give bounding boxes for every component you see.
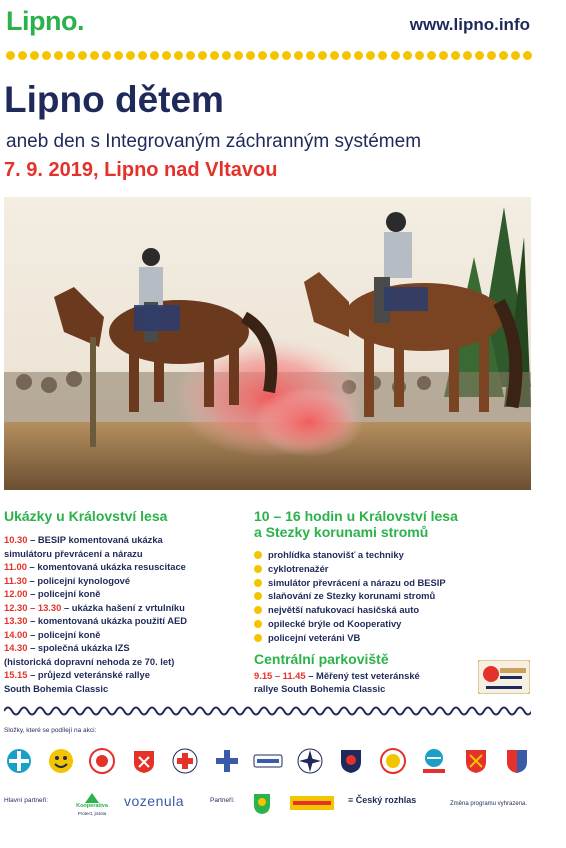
schedule-time: 13.30 [4, 615, 28, 626]
activity-label: největší nafukovací hasičská auto [268, 604, 420, 616]
schedule-item [4, 533, 244, 560]
compass-star-icon [295, 746, 325, 776]
activity-item [254, 589, 534, 603]
schedule-item [4, 668, 244, 695]
bullet-dot-icon [254, 565, 262, 573]
schedule-item [4, 587, 244, 601]
schedule-desc-cont: simulátoru převrácení a nárazu [4, 547, 143, 559]
divider-dot [391, 51, 400, 60]
divider-dot [114, 51, 123, 60]
schedule-time: 11.30 [4, 574, 27, 586]
mountain-rescue-icon [87, 746, 117, 776]
divider-dot [499, 51, 508, 60]
divider-dot [138, 51, 147, 60]
activity-label: simulátor převrácení a nárazu od BESIP [268, 576, 446, 588]
divider-dot [66, 51, 75, 60]
divider-dot [126, 51, 135, 60]
cesky-rozhlas-name: Český rozhlas [355, 795, 417, 805]
parking-text [254, 669, 464, 695]
divider-dot [318, 51, 327, 60]
divider-dot [475, 51, 484, 60]
activity-item [254, 562, 534, 576]
schedule-time: 10.30 [4, 534, 28, 545]
divider-dot [415, 51, 424, 60]
schedule-time: 11.00 [4, 561, 27, 572]
activity-item [254, 617, 534, 631]
divider-dot [294, 51, 303, 60]
schedule-item [4, 601, 244, 615]
schedule-time: 12.00 [4, 588, 28, 599]
divider-dot [330, 51, 339, 60]
program-change-note: Změna programu vyhrazena. [450, 801, 528, 807]
program-all-day [254, 508, 534, 645]
participant-logos [4, 745, 532, 777]
schedule-time: 14.00 [4, 628, 28, 640]
divider-dot [174, 51, 183, 60]
parking-title: Centrální parkoviště [254, 651, 389, 667]
parking-time: 9.15 – 11.45 [254, 670, 306, 681]
vozenula-logo: vozenula [124, 793, 185, 809]
divider-dot [30, 51, 39, 60]
divider-dot [306, 51, 315, 60]
divider-dot [451, 51, 460, 60]
fire-brigade-icon [129, 746, 159, 776]
water-rescue-icon [253, 746, 283, 776]
divider-dot [246, 51, 255, 60]
divider-dot [210, 51, 219, 60]
divider-dot [162, 51, 171, 60]
divider-dot [403, 51, 412, 60]
wavy-divider [4, 702, 531, 720]
divider-dot [354, 51, 363, 60]
divider-dot [42, 51, 51, 60]
rescue-service-icon [4, 746, 34, 776]
divider-dot [463, 51, 472, 60]
divider-dot [234, 51, 243, 60]
schedule-item [4, 560, 244, 574]
event-title: Lipno dětem [4, 79, 224, 120]
town-crest-logo [252, 793, 272, 820]
kooperativa-sub: Protect, jistota [77, 811, 107, 816]
wave-line [4, 708, 531, 715]
schedule-desc: – ukázka hašení z vrtulníku [61, 601, 185, 613]
divider-dot [487, 51, 496, 60]
activities-list [254, 548, 534, 645]
activity-item [254, 603, 534, 617]
program-kingdom-forest [4, 508, 244, 695]
right-section-title-1: 10 – 16 hodin u Království lesa [254, 508, 458, 524]
kooperativa-name: Kooperativa [76, 803, 108, 809]
divider-dot [18, 51, 27, 60]
schedule-desc-cont: (historická dopravní nehoda ze 70. let) [4, 655, 175, 667]
bullet-dot-icon [254, 606, 262, 614]
schedule-item [4, 614, 244, 628]
schedule-item [4, 574, 244, 588]
divider-dot [366, 51, 375, 60]
rozhlas-icon: ≡ [348, 795, 356, 805]
divider-dot [150, 51, 159, 60]
dotted-divider [6, 51, 532, 61]
bullet-dot-icon [254, 551, 262, 559]
event-date-place: 7. 9. 2019, Lipno nad Vltavou [4, 159, 278, 181]
smile-mascot-icon [46, 746, 76, 776]
police-shield-icon [336, 746, 366, 776]
divider-dot [282, 51, 291, 60]
activity-label: slaňování ze Stezky korunami stromů [268, 590, 436, 602]
rally-badge-logo [478, 660, 530, 694]
bullet-dot-icon [254, 579, 262, 587]
left-section-title: Ukázky u Království lesa [4, 508, 168, 524]
schedule-time: 12.30 – 13.30 [4, 601, 62, 613]
divider-dot [270, 51, 279, 60]
divider-dot [439, 51, 448, 60]
schedule-desc: – policejní koně [27, 588, 101, 599]
divider-dot [6, 51, 15, 60]
kooperativa-logo [68, 793, 116, 818]
divider-dot [198, 51, 207, 60]
besip-icon [419, 746, 449, 776]
website-url[interactable]: www.lipno.info [409, 15, 530, 34]
schedule-desc: – průjezd veteránské rallye [27, 669, 150, 680]
activity-item [254, 631, 534, 645]
coat-of-arms-icon [502, 746, 532, 776]
partners-label: Partneři: [210, 797, 235, 804]
schedule-desc: – komentovaná ukázka použití AED [27, 615, 188, 626]
jihocesky-kraj-logo [290, 796, 334, 815]
activity-item [254, 576, 534, 590]
red-cross-icon [170, 746, 200, 776]
main-partners-label: Hlavní partneři: [4, 797, 49, 804]
activity-label: policejní veteráni VB [268, 631, 361, 643]
parking-desc: – Měřený test veteránské [305, 670, 420, 681]
lipno-logo-text: Lipno. [6, 6, 84, 36]
schedule-item [4, 628, 244, 642]
activity-label: prohlídka stanovišť a techniky [268, 549, 404, 560]
divider-dot [222, 51, 231, 60]
schedule-desc: – společná ukázka IZS [27, 642, 130, 653]
partners-row [4, 793, 532, 823]
participants-label: Složky, které se podílejí na akci: [4, 727, 97, 734]
event-subtitle: aneb den s Integrovaným záchranným systémem [6, 131, 422, 152]
parking-desc-cont: rallye South Bohemia Classic [254, 683, 386, 694]
divider-dot [427, 51, 436, 60]
schedule-item [4, 641, 244, 668]
divider-dot [523, 51, 532, 60]
divider-dot [342, 51, 351, 60]
police-horses-photo [4, 197, 531, 490]
divider-dot [511, 51, 520, 60]
activity-label: opilecké brýle od Kooperativy [268, 617, 402, 629]
divider-dot [54, 51, 63, 60]
bullet-dot-icon [254, 592, 262, 600]
divider-dot [186, 51, 195, 60]
activity-label: cyklotrenažér [268, 562, 329, 574]
cesky-rozhlas-logo [348, 795, 416, 805]
divider-dot [90, 51, 99, 60]
divider-dot [258, 51, 267, 60]
divider-dot [78, 51, 87, 60]
lipno-logo [6, 6, 84, 37]
round-badge-icon [378, 746, 408, 776]
right-section-title-2: a Stezky korunami stromů [254, 524, 429, 540]
activity-item [254, 548, 534, 562]
bullet-dot-icon [254, 620, 262, 628]
schedule-desc: – BESIP komentovaná ukázka [27, 534, 163, 545]
divider-dot [378, 51, 387, 60]
schedule-desc-cont: South Bohemia Classic [4, 682, 109, 694]
schedule-desc: – policejní kynologové [26, 574, 131, 586]
medical-cross-icon [212, 746, 242, 776]
crossed-axes-icon [461, 746, 491, 776]
schedule-time: 15.15 [4, 669, 28, 680]
schedule-list [4, 533, 244, 695]
schedule-desc: – policejní koně [27, 628, 101, 640]
divider-dot [102, 51, 111, 60]
schedule-desc: – komentovaná ukázka resuscitace [26, 561, 186, 572]
schedule-time: 14.30 [4, 642, 28, 653]
bullet-dot-icon [254, 634, 262, 642]
